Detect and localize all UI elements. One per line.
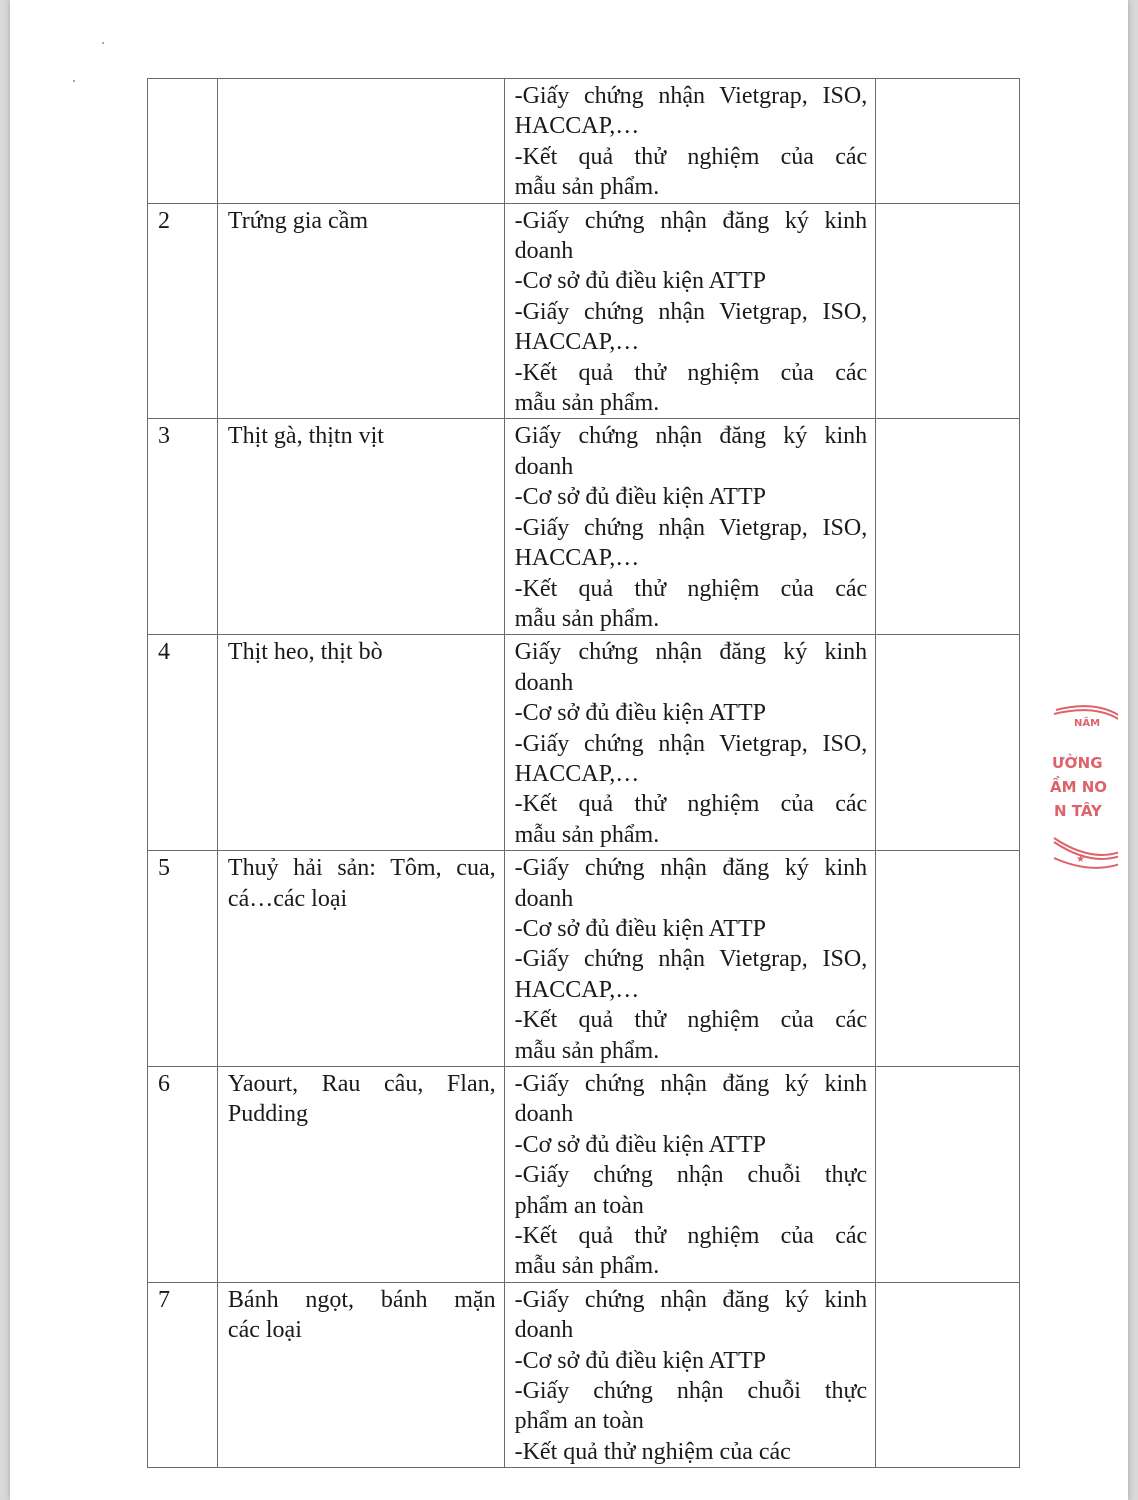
- table-row: [148, 1282, 1020, 1467]
- row-number: 7: [148, 1282, 218, 1467]
- product-name-line: Bánh ngọt, bánh mặn: [227, 1286, 496, 1313]
- document-line: HACCAP,…: [514, 545, 640, 572]
- required-documents: [504, 203, 876, 419]
- table-row: [148, 851, 1020, 1067]
- official-seal: [1040, 702, 1118, 874]
- seal-text-top: NĂM: [1074, 718, 1101, 729]
- required-documents: [504, 635, 876, 851]
- product-name-line: các loại: [227, 1317, 302, 1344]
- document-line: mẫu sản phẩm.: [514, 821, 660, 848]
- document-line: HACCAP,…: [514, 329, 640, 356]
- table-row: [148, 203, 1020, 419]
- product-name: [217, 79, 504, 204]
- product-name: Thịt gà, thịtn vịt: [217, 419, 504, 635]
- product-name: [217, 1067, 504, 1283]
- required-documents: [504, 1282, 876, 1467]
- document-line: -Cơ sở đủ điều kiện ATTP: [514, 268, 766, 295]
- table-row: [148, 79, 1020, 204]
- product-name-line: Pudding: [227, 1101, 308, 1128]
- seal-text-line2: ẦM NO: [1050, 778, 1108, 796]
- product-name: [217, 851, 504, 1067]
- required-documents: [504, 851, 876, 1067]
- document-line: HACCAP,…: [514, 760, 640, 787]
- row-number: 6: [148, 1067, 218, 1283]
- document-line: doanh: [514, 453, 574, 480]
- document-line: -Cơ sở đủ điều kiện ATTP: [514, 484, 766, 511]
- document-line: -Cơ sở đủ điều kiện ATTP: [514, 700, 766, 727]
- document-line: mẫu sản phẩm.: [514, 174, 660, 201]
- document-line: -Kết quả thử nghiệm của các: [514, 575, 868, 602]
- required-documents: [504, 419, 876, 635]
- seal-text-line3: N TÂY: [1054, 802, 1102, 820]
- seal-text-line1: ƯỜNG: [1052, 754, 1103, 772]
- document-line: -Giấy chứng nhận Vietgrap, ISO,: [514, 83, 868, 109]
- document-line: doanh: [514, 238, 574, 265]
- product-name: [217, 1282, 504, 1467]
- row-number: 4: [148, 635, 218, 851]
- product-name: Thịt heo, thịt bò: [217, 635, 504, 851]
- document-line: mẫu sản phẩm.: [514, 1037, 660, 1064]
- table-row: [148, 635, 1020, 851]
- svg-text:★: ★: [1076, 854, 1085, 865]
- scan-speck: [102, 42, 104, 44]
- document-line: Giấy chứng nhận đăng ký kinh: [514, 639, 868, 666]
- note-cell: [876, 203, 1020, 419]
- row-number: 5: [148, 851, 218, 1067]
- note-cell: [876, 1067, 1020, 1283]
- document-line: -Giấy chứng nhận đăng ký kinh: [514, 1286, 868, 1313]
- document-line: -Giấy chứng nhận Vietgrap, ISO,: [514, 298, 868, 325]
- note-cell: [876, 851, 1020, 1067]
- document-line: doanh: [514, 1317, 574, 1344]
- document-line: -Kết quả thử nghiệm của các: [514, 791, 868, 818]
- document-line: -Kết quả thử nghiệm của các: [514, 143, 868, 170]
- document-line: doanh: [514, 669, 574, 696]
- document-line: -Giấy chứng nhận chuỗi thực: [514, 1162, 868, 1189]
- document-line: mẫu sản phẩm.: [514, 1253, 660, 1280]
- row-number: [148, 79, 218, 204]
- note-cell: [876, 635, 1020, 851]
- document-line: -Cơ sở đủ điều kiện ATTP: [514, 1347, 766, 1374]
- document-line: -Cơ sở đủ điều kiện ATTP: [514, 915, 766, 942]
- product-name-line: cá…các loại: [227, 885, 348, 912]
- table-row: [148, 1067, 1020, 1283]
- note-cell: [876, 79, 1020, 204]
- document-line: -Giấy chứng nhận Vietgrap, ISO,: [514, 946, 868, 973]
- product-name-line: Thuỷ hải sản: Tôm, cua,: [227, 855, 496, 882]
- table-body: [148, 79, 1020, 1468]
- scan-speck: [73, 80, 75, 82]
- document-line: -Kết quả thử nghiệm của các: [514, 1007, 868, 1034]
- document-line: -Kết quả thử nghiệm của các: [514, 1438, 791, 1465]
- product-name-line: Yaourt, Rau câu, Flan,: [227, 1071, 496, 1097]
- document-line: phẩm an toàn: [514, 1408, 644, 1435]
- table-row: [148, 419, 1020, 635]
- document-line: HACCAP,…: [514, 113, 640, 140]
- document-line: mẫu sản phẩm.: [514, 390, 660, 417]
- document-line: -Giấy chứng nhận đăng ký kinh: [514, 207, 868, 234]
- document-line: Giấy chứng nhận đăng ký kinh: [514, 423, 868, 450]
- document-line: -Cơ sở đủ điều kiện ATTP: [514, 1131, 766, 1158]
- document-line: -Giấy chứng nhận đăng ký kinh: [514, 855, 868, 882]
- note-cell: [876, 1282, 1020, 1467]
- row-number: 2: [148, 203, 218, 419]
- document-line: -Giấy chứng nhận đăng ký kinh: [514, 1071, 868, 1097]
- document-line: -Giấy chứng nhận Vietgrap, ISO,: [514, 730, 868, 757]
- document-line: -Kết quả thử nghiệm của các: [514, 1223, 868, 1250]
- document-line: doanh: [514, 885, 574, 912]
- requirements-table: [147, 78, 1020, 1468]
- document-line: -Kết quả thử nghiệm của các: [514, 359, 868, 386]
- document-line: mẫu sản phẩm.: [514, 605, 660, 632]
- document-line: HACCAP,…: [514, 976, 640, 1003]
- product-name: Trứng gia cầm: [217, 203, 504, 419]
- document-line: -Giấy chứng nhận chuỗi thực: [514, 1378, 868, 1405]
- seal-icon: [1040, 702, 1118, 874]
- note-cell: [876, 419, 1020, 635]
- document-line: phẩm an toàn: [514, 1192, 644, 1219]
- document-line: -Giấy chứng nhận Vietgrap, ISO,: [514, 514, 868, 541]
- required-documents: [504, 79, 876, 204]
- document-line: doanh: [514, 1101, 574, 1128]
- row-number: 3: [148, 419, 218, 635]
- required-documents: [504, 1067, 876, 1283]
